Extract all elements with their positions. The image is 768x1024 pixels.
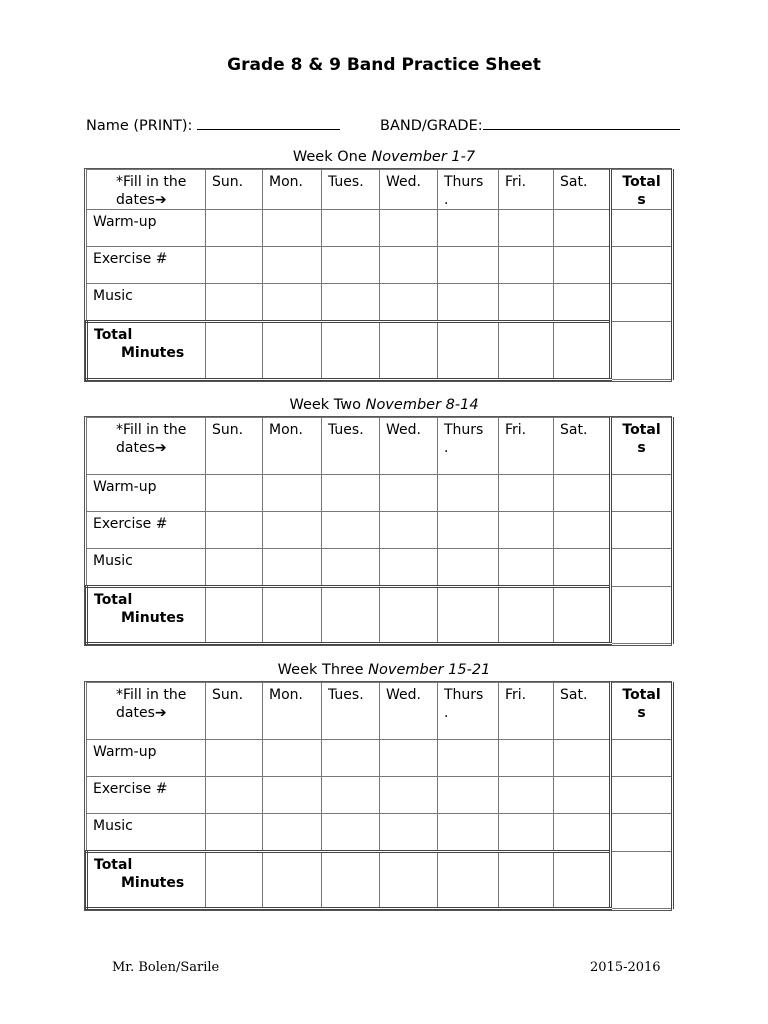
- table-row-music: [87, 549, 673, 587]
- day-header-tues: Tues.: [322, 683, 380, 740]
- total-minutes-label: [87, 322, 206, 380]
- name-field: [86, 114, 340, 134]
- day-header-sat: Sat.: [554, 683, 611, 740]
- entry-cell[interactable]: [554, 852, 611, 909]
- header-row: [87, 683, 673, 740]
- day-header-mon: Mon.: [263, 683, 322, 740]
- entry-cell[interactable]: [380, 549, 438, 587]
- day-header-thurs: [438, 418, 499, 475]
- table-row-total-minutes: [87, 587, 673, 644]
- row-label: Music: [87, 549, 206, 587]
- total-label-line2: Minutes: [121, 610, 185, 626]
- entry-cell[interactable]: [263, 247, 322, 284]
- entry-cell[interactable]: [380, 852, 438, 909]
- band-grade-label: BAND/GRADE:: [380, 118, 483, 134]
- dates-arrow-label: dates➔: [116, 705, 167, 721]
- fill-label: *Fill in the: [116, 422, 187, 438]
- entry-cell[interactable]: [499, 587, 554, 644]
- week-label: Week One: [292, 149, 367, 165]
- thurs-dot: .: [444, 440, 449, 456]
- row-label: Exercise #: [87, 247, 206, 284]
- entry-cell[interactable]: [380, 210, 438, 247]
- totals-cell[interactable]: [611, 210, 673, 247]
- table-row-exercise: [87, 512, 673, 549]
- entry-cell[interactable]: [322, 322, 380, 380]
- entry-cell[interactable]: [322, 740, 380, 777]
- row-label: Exercise #: [87, 512, 206, 549]
- fill-dates-cell: [87, 418, 206, 475]
- total-minutes-label: [87, 852, 206, 909]
- week-dates: November 1-7: [371, 149, 476, 165]
- day-header-sun: Sun.: [206, 418, 263, 475]
- row-label: Music: [87, 284, 206, 322]
- entry-cell[interactable]: [554, 512, 611, 549]
- entry-cell[interactable]: [206, 210, 263, 247]
- entry-cell[interactable]: [206, 475, 263, 512]
- row-label: Exercise #: [87, 777, 206, 814]
- entry-cell[interactable]: [322, 210, 380, 247]
- entry-cell[interactable]: [438, 814, 499, 852]
- entry-cell[interactable]: [499, 322, 554, 380]
- day-header-thurs: [438, 170, 499, 210]
- entry-cell[interactable]: [438, 475, 499, 512]
- entry-cell[interactable]: [554, 814, 611, 852]
- entry-cell[interactable]: [554, 740, 611, 777]
- entry-cell[interactable]: [263, 549, 322, 587]
- day-header-sun: Sun.: [206, 683, 263, 740]
- fill-label: *Fill in the: [116, 687, 187, 703]
- entry-cell[interactable]: [380, 247, 438, 284]
- table-row-exercise: [87, 777, 673, 814]
- entry-cell[interactable]: [438, 852, 499, 909]
- day-header-mon: Mon.: [263, 170, 322, 210]
- entry-cell[interactable]: [206, 852, 263, 909]
- entry-cell[interactable]: [380, 322, 438, 380]
- entry-cell[interactable]: [438, 322, 499, 380]
- name-label: Name (PRINT):: [86, 118, 193, 134]
- footer-year: 2015-2016: [590, 960, 661, 975]
- entry-cell[interactable]: [438, 587, 499, 644]
- entry-cell[interactable]: [554, 777, 611, 814]
- entry-cell[interactable]: [499, 210, 554, 247]
- band-grade-field: [380, 114, 680, 134]
- totals-cell[interactable]: [611, 740, 673, 777]
- entry-cell[interactable]: [499, 284, 554, 322]
- thurs-label: Thurs: [444, 422, 484, 438]
- table-row-warm-up: [87, 475, 673, 512]
- entry-cell[interactable]: [263, 777, 322, 814]
- entry-cell[interactable]: [499, 549, 554, 587]
- name-input-line[interactable]: [197, 114, 340, 130]
- entry-cell[interactable]: [554, 322, 611, 380]
- entry-cell[interactable]: [322, 587, 380, 644]
- entry-cell[interactable]: [554, 587, 611, 644]
- week-heading: [0, 149, 768, 165]
- entry-cell[interactable]: [499, 512, 554, 549]
- entry-cell[interactable]: [499, 814, 554, 852]
- entry-cell[interactable]: [554, 284, 611, 322]
- day-header-mon: Mon.: [263, 418, 322, 475]
- day-header-tues: Tues.: [322, 170, 380, 210]
- totals-cell[interactable]: [611, 475, 673, 512]
- footer-teacher: Mr. Bolen/Sarile: [112, 960, 220, 975]
- page-title: Grade 8 & 9 Band Practice Sheet: [227, 55, 541, 75]
- entry-cell[interactable]: [438, 247, 499, 284]
- week-label: Week Two: [289, 397, 361, 413]
- totals-label-wrap: s: [637, 705, 646, 721]
- totals-cell[interactable]: [611, 247, 673, 284]
- entry-cell[interactable]: [499, 475, 554, 512]
- practice-table-week-three: [84, 681, 672, 911]
- entry-cell[interactable]: [263, 210, 322, 247]
- table-row-music: [87, 284, 673, 322]
- week-dates: November 8-14: [365, 397, 479, 413]
- entry-cell[interactable]: [206, 284, 263, 322]
- total-label-line2: Minutes: [121, 875, 185, 891]
- totals-cell[interactable]: [611, 549, 673, 587]
- table-row-total-minutes: [87, 852, 673, 909]
- totals-cell[interactable]: [611, 587, 673, 644]
- totals-label: Total: [622, 687, 661, 703]
- table-row-warm-up: [87, 740, 673, 777]
- entry-cell[interactable]: [380, 512, 438, 549]
- totals-cell[interactable]: [611, 322, 673, 380]
- totals-cell[interactable]: [611, 777, 673, 814]
- entry-cell[interactable]: [263, 322, 322, 380]
- entry-cell[interactable]: [322, 284, 380, 322]
- table-row-total-minutes: [87, 322, 673, 380]
- totals-label: Total: [622, 422, 661, 438]
- entry-cell[interactable]: [499, 740, 554, 777]
- day-header-fri: Fri.: [499, 418, 554, 475]
- entry-cell[interactable]: [438, 210, 499, 247]
- table-row-music: [87, 814, 673, 852]
- totals-cell[interactable]: [611, 512, 673, 549]
- entry-cell[interactable]: [206, 549, 263, 587]
- totals-header: [611, 683, 673, 740]
- entry-cell[interactable]: [206, 322, 263, 380]
- entry-cell[interactable]: [263, 512, 322, 549]
- total-label-line1: Total: [94, 592, 133, 608]
- totals-cell[interactable]: [611, 852, 673, 909]
- entry-cell[interactable]: [380, 777, 438, 814]
- row-label: Warm-up: [87, 210, 206, 247]
- entry-cell[interactable]: [499, 852, 554, 909]
- week-dates: November 15-21: [368, 662, 491, 678]
- entry-cell[interactable]: [438, 777, 499, 814]
- thurs-dot: .: [444, 705, 449, 721]
- dates-arrow-label: dates➔: [116, 440, 167, 456]
- entry-cell[interactable]: [499, 777, 554, 814]
- fill-dates-cell: [87, 170, 206, 210]
- row-label: Warm-up: [87, 740, 206, 777]
- band-grade-input-line[interactable]: [483, 114, 680, 130]
- week-heading: [0, 397, 768, 413]
- day-header-fri: Fri.: [499, 170, 554, 210]
- entry-cell[interactable]: [380, 740, 438, 777]
- week-label: Week Three: [277, 662, 364, 678]
- fill-dates-cell: [87, 683, 206, 740]
- entry-cell[interactable]: [438, 512, 499, 549]
- entry-cell[interactable]: [206, 512, 263, 549]
- entry-cell[interactable]: [438, 549, 499, 587]
- entry-cell[interactable]: [554, 549, 611, 587]
- thurs-label: Thurs: [444, 174, 484, 190]
- entry-cell[interactable]: [380, 814, 438, 852]
- entry-cell[interactable]: [206, 777, 263, 814]
- entry-cell[interactable]: [322, 475, 380, 512]
- day-header-tues: Tues.: [322, 418, 380, 475]
- totals-label-wrap: s: [637, 440, 646, 456]
- entry-cell[interactable]: [322, 512, 380, 549]
- entry-cell[interactable]: [322, 852, 380, 909]
- total-minutes-label: [87, 587, 206, 644]
- header-row: [87, 418, 673, 475]
- day-header-wed: Wed.: [380, 170, 438, 210]
- entry-cell[interactable]: [206, 814, 263, 852]
- entry-cell[interactable]: [554, 475, 611, 512]
- entry-cell[interactable]: [554, 247, 611, 284]
- entry-cell[interactable]: [206, 587, 263, 644]
- thurs-dot: .: [444, 192, 449, 208]
- entry-cell[interactable]: [263, 284, 322, 322]
- table-row-exercise: [87, 247, 673, 284]
- thurs-label: Thurs: [444, 687, 484, 703]
- week-heading: [0, 662, 768, 678]
- entry-cell[interactable]: [263, 475, 322, 512]
- totals-label-wrap: s: [637, 192, 646, 208]
- day-header-sat: Sat.: [554, 170, 611, 210]
- practice-table-week-two: [84, 416, 672, 646]
- row-label: Music: [87, 814, 206, 852]
- day-header-fri: Fri.: [499, 683, 554, 740]
- totals-header: [611, 170, 673, 210]
- entry-cell[interactable]: [380, 475, 438, 512]
- totals-header: [611, 418, 673, 475]
- day-header-thurs: [438, 683, 499, 740]
- row-label: Warm-up: [87, 475, 206, 512]
- entry-cell[interactable]: [438, 284, 499, 322]
- day-header-wed: Wed.: [380, 683, 438, 740]
- entry-cell[interactable]: [322, 247, 380, 284]
- totals-cell[interactable]: [611, 284, 673, 322]
- entry-cell[interactable]: [263, 852, 322, 909]
- totals-label: Total: [622, 174, 661, 190]
- entry-cell[interactable]: [554, 210, 611, 247]
- entry-cell[interactable]: [263, 587, 322, 644]
- entry-cell[interactable]: [380, 587, 438, 644]
- entry-cell[interactable]: [499, 247, 554, 284]
- entry-cell[interactable]: [380, 284, 438, 322]
- day-header-sun: Sun.: [206, 170, 263, 210]
- day-header-wed: Wed.: [380, 418, 438, 475]
- total-label-line1: Total: [94, 857, 133, 873]
- day-header-sat: Sat.: [554, 418, 611, 475]
- entry-cell[interactable]: [322, 549, 380, 587]
- practice-table-week-one: [84, 168, 672, 382]
- entry-cell[interactable]: [322, 777, 380, 814]
- totals-cell[interactable]: [611, 814, 673, 852]
- entry-cell[interactable]: [438, 740, 499, 777]
- total-label-line2: Minutes: [121, 345, 185, 361]
- entry-cell[interactable]: [263, 740, 322, 777]
- total-label-line1: Total: [94, 327, 133, 343]
- fill-label: *Fill in the: [116, 174, 187, 190]
- entry-cell[interactable]: [206, 247, 263, 284]
- header-row: [87, 170, 673, 210]
- entry-cell[interactable]: [263, 814, 322, 852]
- entry-cell[interactable]: [206, 740, 263, 777]
- table-row-warm-up: [87, 210, 673, 247]
- entry-cell[interactable]: [322, 814, 380, 852]
- dates-arrow-label: dates➔: [116, 192, 167, 208]
